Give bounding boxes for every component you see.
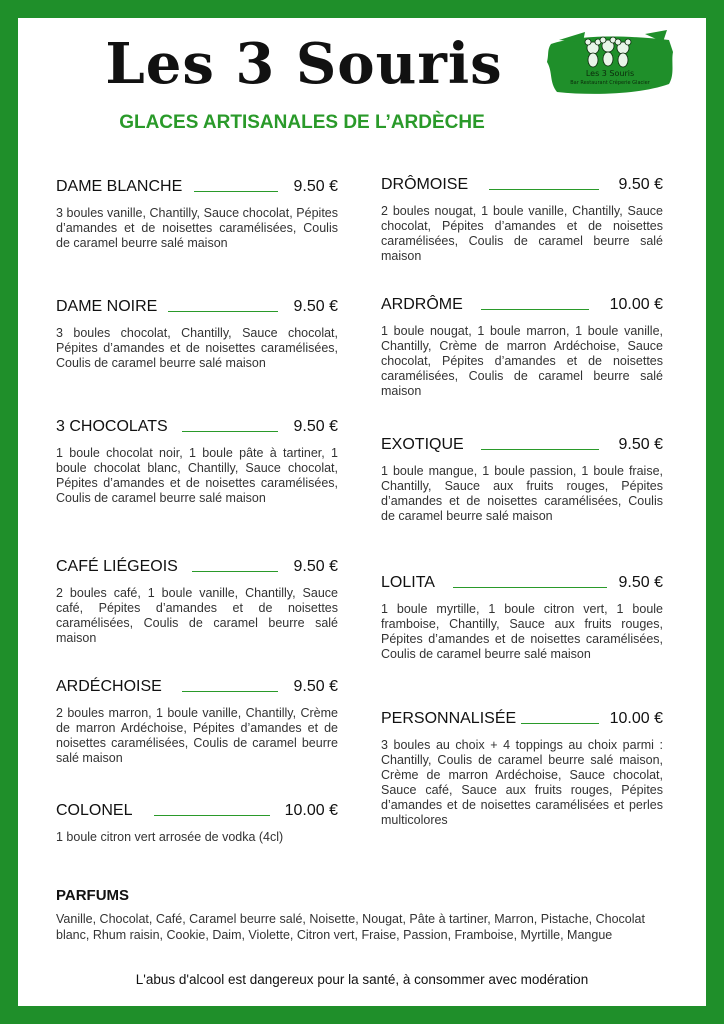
- leader-line: [182, 691, 278, 692]
- logo-brush-icon: [545, 22, 675, 104]
- item-description: 2 boules café, 1 boule vanille, Chantilly, Sauce café, Pépites d’amandes et de noisettes caramélisées, Coulis de caramel beurre salé maison: [56, 586, 338, 645]
- item-description: 2 boules nougat, 1 boule vanille, Chantilly, Sauce chocolat, Pépites d’amandes et de noisettes caramélisées, Coulis de caramel beurre salé maison: [381, 204, 663, 263]
- parfums-heading: PARFUMS: [56, 887, 130, 904]
- menu-item: [381, 574, 663, 662]
- item-name: DAME BLANCHE: [56, 178, 183, 195]
- leader-line: [481, 309, 589, 310]
- menu-item: [56, 678, 338, 766]
- leader-line: [168, 311, 278, 312]
- menu-item: [56, 178, 338, 251]
- item-price: 10.00 €: [609, 296, 663, 313]
- leader-line: [481, 449, 599, 450]
- menu-item: [381, 296, 663, 399]
- menu-subtitle: GLACES ARTISANALES DE L’ARDÈCHE: [119, 112, 485, 133]
- item-description: 1 boule mangue, 1 boule passion, 1 boule fraise, Chantilly, Sauce aux fruits rouges, Pépites d’amandes et de noisettes caramélisées, Coulis de caramel beurre salé maison: [381, 464, 663, 523]
- restaurant-title: Les 3 Souris: [105, 31, 503, 97]
- item-price: 9.50 €: [293, 558, 338, 575]
- item-price: 9.50 €: [293, 178, 338, 195]
- item-name: CAFÉ LIÉGEOIS: [56, 558, 178, 575]
- menu-item: [56, 558, 338, 646]
- restaurant-logo: [545, 22, 675, 104]
- item-name: ARDÉCHOISE: [56, 678, 162, 695]
- item-price: 10.00 €: [609, 710, 663, 727]
- menu-item: [56, 298, 338, 371]
- logo-tagline: Bar Restaurant Crêperie Glacier: [570, 80, 650, 86]
- menu-item: [381, 436, 663, 524]
- item-name: ARDRÔME: [381, 296, 463, 313]
- item-description: 3 boules chocolat, Chantilly, Sauce chocolat, Pépites d’amandes et de noisettes caramélisées, Coulis de caramel beurre salé maison: [56, 326, 338, 370]
- item-description: 1 boule chocolat noir, 1 boule pâte à tartiner, 1 boule chocolat blanc, Chantilly, Sauce chocolat, Pépites d’amandes et de noisettes caramélisées, Coulis de caramel beurre salé maison: [56, 446, 338, 505]
- item-price: 9.50 €: [293, 298, 338, 315]
- alcohol-warning: L'abus d'alcool est dangereux pour la santé, à consommer avec modération: [135, 972, 589, 987]
- item-price: 9.50 €: [618, 436, 663, 453]
- item-name: COLONEL: [56, 802, 133, 819]
- leader-line: [154, 815, 270, 816]
- leader-line: [192, 571, 278, 572]
- item-name: DAME NOIRE: [56, 298, 158, 315]
- leader-line: [489, 189, 599, 190]
- item-price: 9.50 €: [618, 574, 663, 591]
- item-name: DRÔMOISE: [381, 176, 469, 193]
- item-description: 1 boule citron vert arrosée de vodka (4cl): [56, 830, 284, 844]
- item-price: 9.50 €: [293, 678, 338, 695]
- item-description: 1 boule myrtille, 1 boule citron vert, 1 boule framboise, Chantilly, Sauce aux fruits rouges, Pépites d’amandes et de noisettes caramélisées, Coulis de caramel beurre salé maison: [381, 602, 663, 661]
- item-price: 9.50 €: [618, 176, 663, 193]
- item-description: 3 boules vanille, Chantilly, Sauce chocolat, Pépites d’amandes et de noisettes caramélisées, Coulis de caramel beurre salé maison: [56, 206, 338, 250]
- menu-item: [56, 802, 338, 845]
- leader-line: [453, 587, 607, 588]
- leader-line: [521, 723, 599, 724]
- item-name: LOLITA: [381, 574, 435, 591]
- item-price: 10.00 €: [284, 802, 338, 819]
- item-name: PERSONNALISÉE: [381, 710, 517, 727]
- item-name: 3 CHOCOLATS: [56, 418, 168, 435]
- menu-item: [381, 176, 663, 264]
- leader-line: [182, 431, 278, 432]
- parfums-list: Vanille, Chocolat, Café, Caramel beurre salé, Noisette, Nougat, Pâte à tartiner, Marron, Pistache, Chocolat blanc, Rhum raisin, Cookie, Daim, Violette, Citron vert, Fraise, Passion, Framboise, Myrtille, Mangue: [56, 912, 645, 942]
- item-description: 1 boule nougat, 1 boule marron, 1 boule vanille, Chantilly, Crème de marron Ardéchoise, Sauce chocolat, Pépites d’amandes et de noisettes caramélisées, Coulis de caramel beurre salé maison: [381, 324, 663, 398]
- menu-item: [381, 710, 663, 828]
- item-name: EXOTIQUE: [381, 436, 464, 453]
- item-description: 2 boules marron, 1 boule vanille, Chantilly, Crème de marron Ardéchoise, Pépites d’amandes et de noisettes caramélisées, Coulis de caramel beurre salé maison: [56, 706, 338, 765]
- menu-item: [56, 418, 338, 506]
- logo-name: Les 3 Souris: [585, 69, 635, 78]
- item-description: 3 boules au choix + 4 toppings au choix parmi : Chantilly, Coulis de caramel beurre salé maison, Crème de marron Ardéchoise, Sauce chocolat, Sauce café, Sauce aux fruits rouges, Pépites d’amandes et de noisettes caramélisées et perles multicolores: [381, 738, 663, 827]
- leader-line: [194, 191, 278, 192]
- item-price: 9.50 €: [293, 418, 338, 435]
